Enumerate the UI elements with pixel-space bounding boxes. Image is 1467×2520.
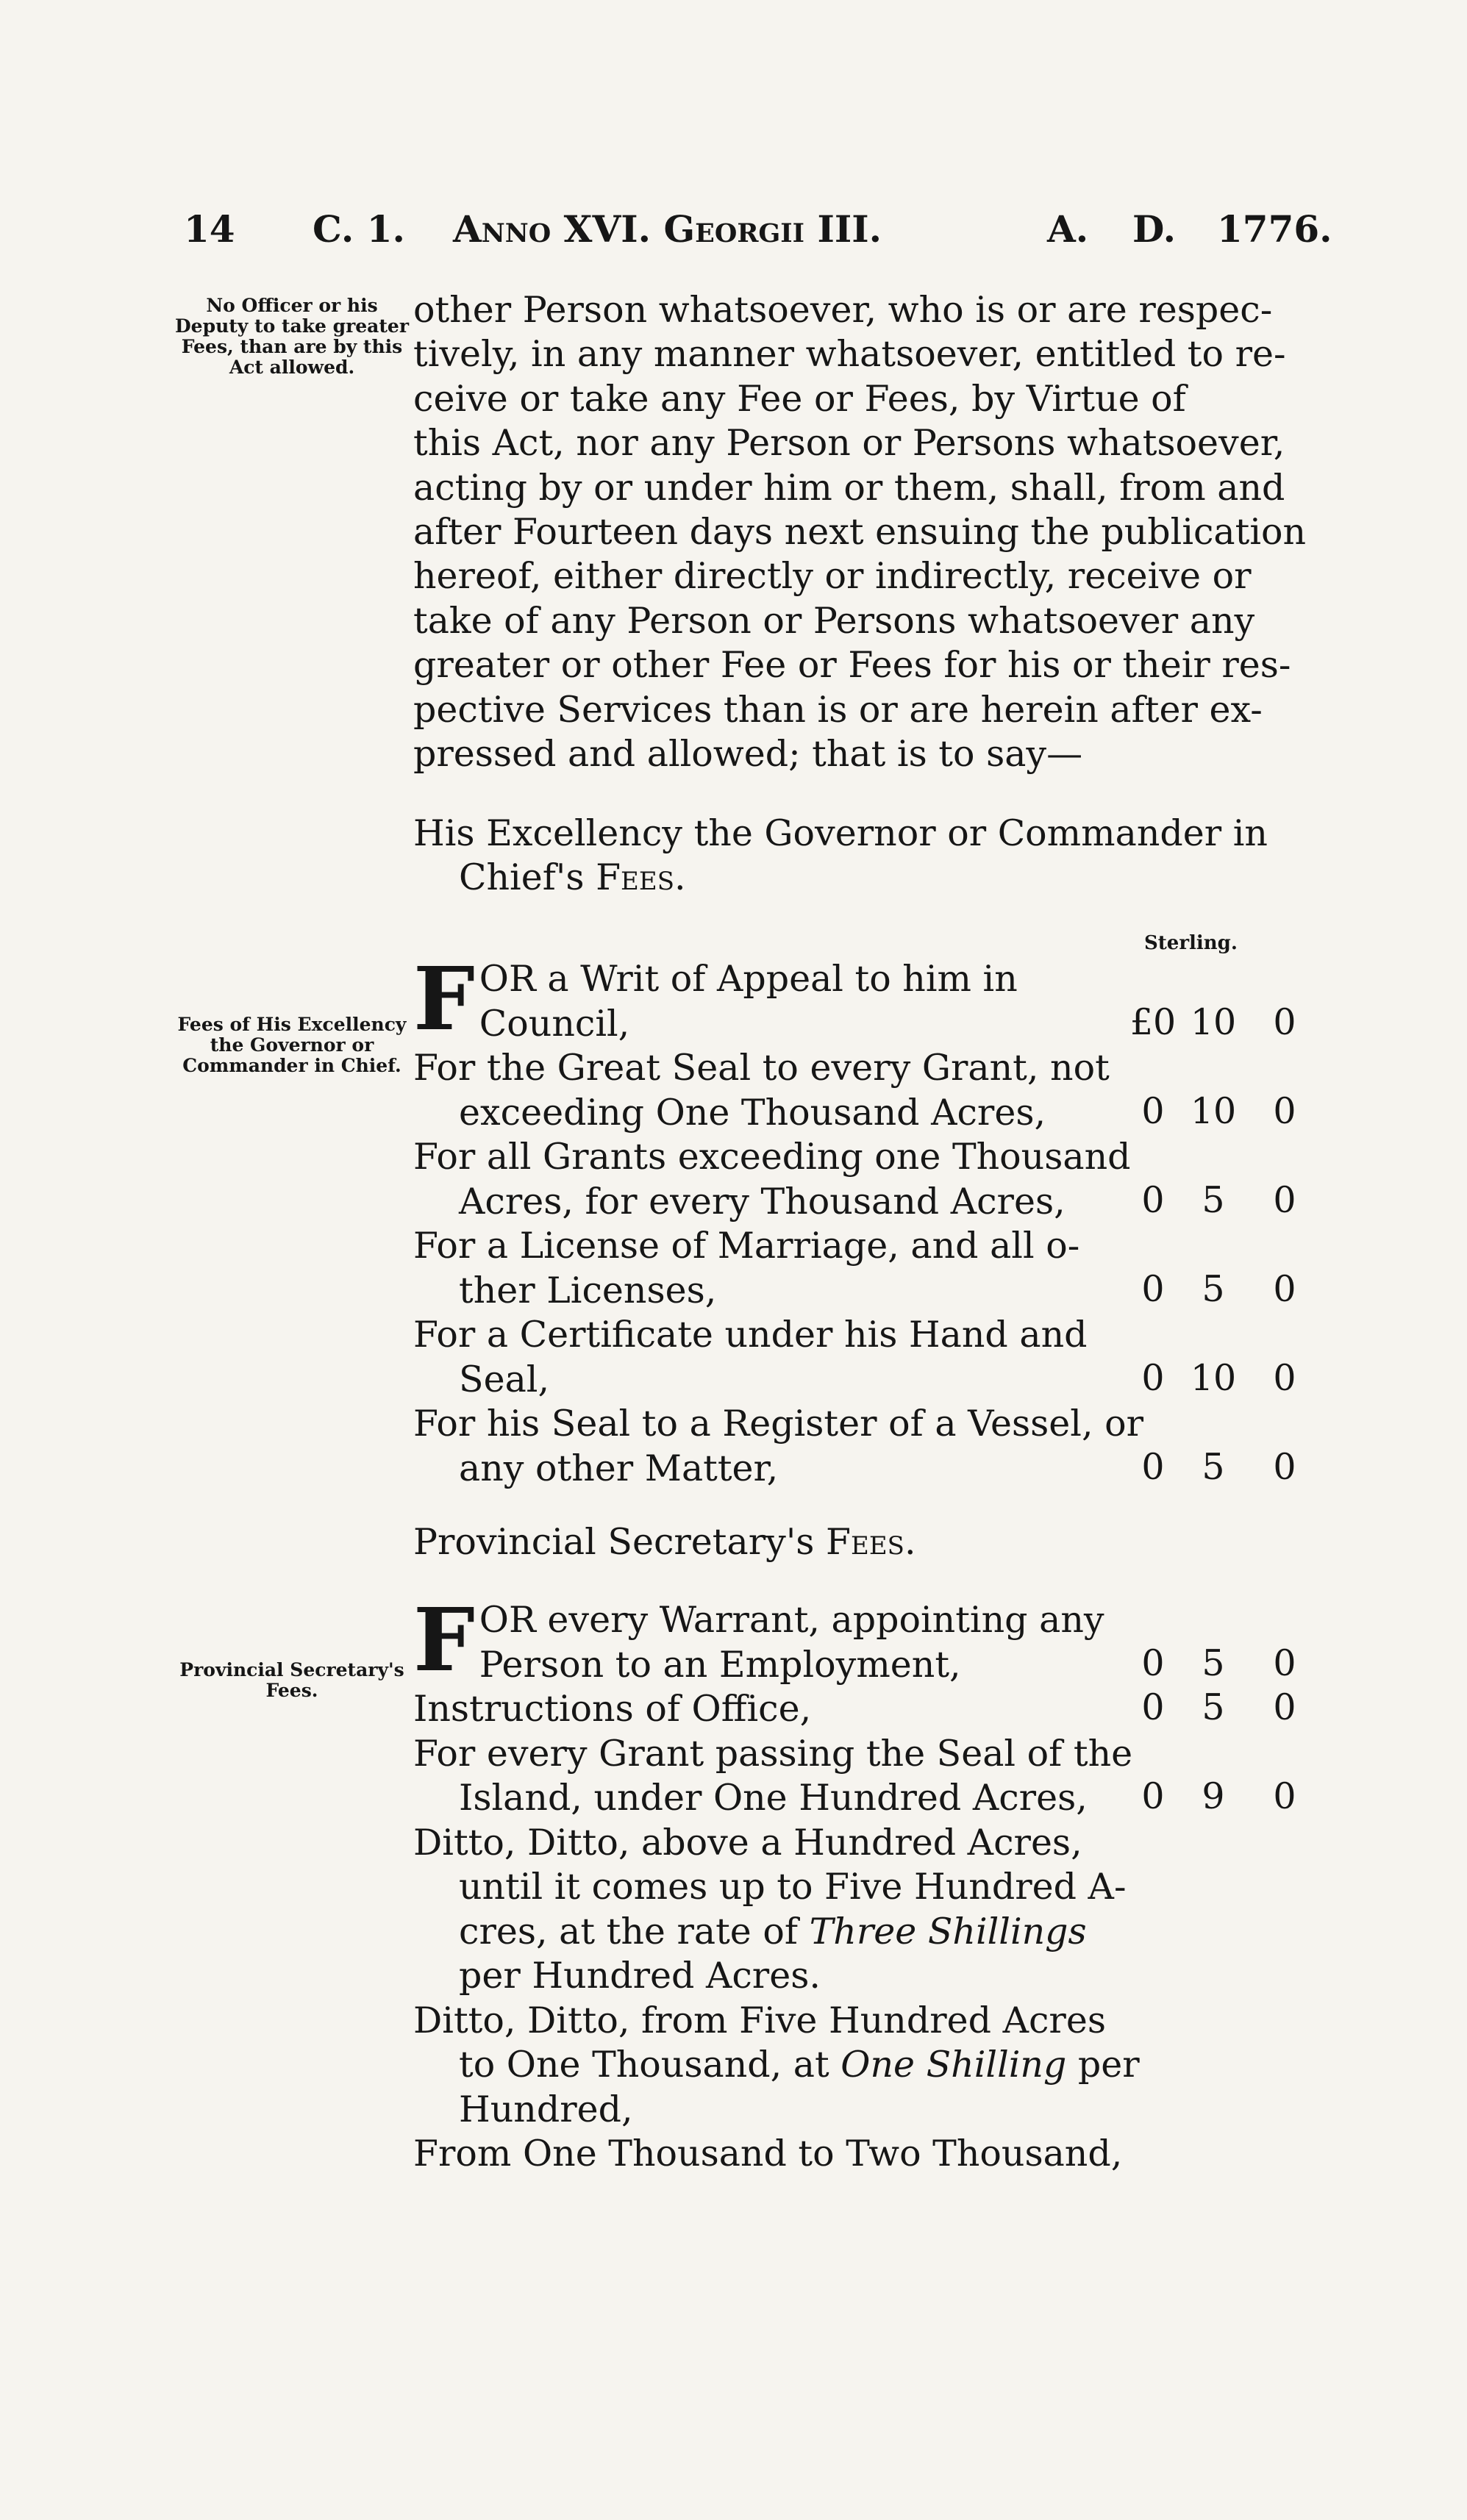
- fee-pounds: 0: [1141, 1178, 1165, 1221]
- fee-desc-start: Ditto, Ditto, from Five Hundred Acres to One Thousand, at: [413, 1999, 1106, 2086]
- fee-row: [413, 1589, 1325, 1691]
- text-line: ceive or take any Fee or Fees, by Virtue of: [413, 377, 1186, 420]
- fee-description: [413, 1821, 1150, 1999]
- fee-row: [413, 1402, 1325, 1491]
- fee-row: [413, 1313, 1325, 1402]
- text-line: tively, in any manner whatsoever, entitled to re-: [413, 333, 1286, 376]
- fee-pence: 0: [1273, 1001, 1296, 1043]
- page-number: 14: [184, 207, 235, 251]
- fee-pounds: 0: [1141, 1775, 1165, 1817]
- fee-amount: [1125, 1356, 1324, 1401]
- fee-shillings: 5: [1202, 1642, 1225, 1684]
- fee-amount: [1125, 1445, 1324, 1490]
- fee-desc-end: per Hundred,: [459, 2044, 1140, 2130]
- text-line: this Act, nor any Person or Persons whatsoever,: [413, 422, 1285, 465]
- governor-fees-heading: [413, 812, 1363, 900]
- governor-heading-fees: Fees.: [596, 856, 686, 898]
- governor-fee-table: [413, 948, 1325, 1491]
- fee-pounds: 0: [1141, 1642, 1165, 1684]
- fee-description: FOR a Writ of Appeal to him in Council,: [413, 948, 1018, 1050]
- text-line: acting by or under him or them, shall, from and: [413, 466, 1285, 509]
- fee-row: [413, 948, 1325, 1050]
- fee-description: For the Great Seal to every Grant, not exceeding One Thousand Acres,: [413, 1047, 1110, 1134]
- act-title-text: Anno XVI. Georgii III.: [453, 207, 882, 251]
- secretary-fee-table: [413, 1589, 1325, 2177]
- text-line: hereof, either directly or indirectly, receive or: [413, 555, 1252, 598]
- chapter-number: C. 1.: [313, 207, 405, 251]
- fee-pence: 0: [1273, 1445, 1296, 1488]
- fee-description: [413, 1999, 1150, 2133]
- text-line: pressed and allowed; that is to say—: [413, 733, 1083, 776]
- margin-note-governor-fees: Fees of His Excellency the Governor or Commander in Chief.: [177, 1014, 407, 1076]
- fee-row: [413, 1135, 1325, 1224]
- ad-label: A.: [1047, 207, 1089, 251]
- fee-description: From One Thousand to Two Thousand,: [413, 2133, 1123, 2174]
- fee-shillings: 5: [1202, 1267, 1225, 1310]
- year: 1776.: [1217, 207, 1332, 251]
- fee-shillings: 10: [1190, 1001, 1237, 1043]
- fee-shillings: 9: [1202, 1775, 1225, 1817]
- fee-row: [413, 1999, 1325, 2133]
- text-line: take of any Person or Persons whatsoever any: [413, 599, 1255, 642]
- fee-pence: 0: [1273, 1686, 1296, 1728]
- fee-pounds: £0: [1129, 1001, 1177, 1043]
- fee-pence: 0: [1273, 1356, 1296, 1399]
- fee-amount: [1125, 1775, 1324, 1819]
- fee-shillings: 5: [1202, 1686, 1225, 1728]
- fee-pounds: 0: [1141, 1356, 1165, 1399]
- fee-row: [413, 1821, 1325, 1999]
- fee-amount: [1125, 1642, 1324, 1686]
- fee-description: For a License of Marriage, and all o-ther Licenses,: [413, 1225, 1080, 1311]
- secretary-heading-fees: Fees.: [826, 1521, 916, 1563]
- fee-pounds: 0: [1141, 1267, 1165, 1310]
- text-line: after Fourteen days next ensuing the publication: [413, 511, 1307, 554]
- text-line: other Person whatsoever, who is or are respec-: [413, 289, 1273, 331]
- fee-row: [413, 1046, 1325, 1135]
- opening-paragraph: [413, 288, 1325, 776]
- fee-pounds: 0: [1141, 1089, 1165, 1132]
- secretary-heading-main: Provincial Secretary's: [413, 1521, 815, 1563]
- fee-pence: 0: [1273, 1089, 1296, 1132]
- fee-pounds: 0: [1141, 1445, 1165, 1488]
- fee-description: For all Grants exceeding one Thousand Acres, for every Thousand Acres,: [413, 1136, 1131, 1223]
- fee-row: [413, 1224, 1325, 1313]
- fee-amount: [1125, 1001, 1324, 1045]
- fee-shillings: 10: [1190, 1356, 1237, 1399]
- sterling-label: Sterling.: [1144, 932, 1238, 954]
- fee-shillings: 5: [1202, 1445, 1225, 1488]
- fee-pence: 0: [1273, 1267, 1296, 1310]
- fee-row: [413, 1687, 1325, 1732]
- text-line: pective Services than is or are herein after ex-: [413, 688, 1263, 731]
- fee-desc-end: per Hundred Acres.: [459, 1955, 821, 1997]
- fee-amount: [1125, 1089, 1324, 1134]
- d-label: D.: [1132, 207, 1176, 251]
- fee-pence: 0: [1273, 1775, 1296, 1817]
- fee-description: For every Grant passing the Seal of the Island, under One Hundred Acres,: [413, 1732, 1133, 1819]
- fee-pence: 0: [1273, 1642, 1296, 1684]
- fee-desc-italic: Three Shillings: [809, 1910, 1087, 1952]
- fee-row: [413, 1732, 1325, 1821]
- act-title: [453, 207, 882, 251]
- fee-amount: [1125, 1267, 1324, 1312]
- margin-note-no-officer: No Officer or his Deputy to take greater Fees, than are by this Act allowed.: [175, 295, 410, 378]
- running-head: [184, 207, 1332, 259]
- secretary-fees-heading: [413, 1520, 1363, 1564]
- margin-note-secretary-fees: Provincial Secretary's Fees.: [179, 1659, 404, 1701]
- fee-pence: 0: [1273, 1178, 1296, 1221]
- governor-heading-main: His Excellency the Governor or Commander in Chief's: [413, 812, 1268, 898]
- fee-description: For his Seal to a Register of a Vessel, or any other Matter,: [413, 1403, 1144, 1489]
- fee-pounds: 0: [1141, 1686, 1165, 1728]
- fee-description: Instructions of Office,: [413, 1688, 812, 1730]
- fee-amount: [1125, 1178, 1324, 1223]
- fee-shillings: 5: [1202, 1178, 1225, 1221]
- text-line: greater or other Fee or Fees for his or their res-: [413, 644, 1291, 687]
- fee-amount: [1125, 1686, 1324, 1730]
- fee-description: For a Certificate under his Hand and Seal,: [413, 1314, 1088, 1400]
- fee-desc-italic: One Shilling: [840, 2044, 1067, 2086]
- fee-description: FOR every Warrant, appointing any Person to an Employment,: [413, 1589, 1104, 1691]
- fee-shillings: 10: [1190, 1089, 1237, 1132]
- fee-desc-start: Ditto, Ditto, above a Hundred Acres, until it comes up to Five Hundred A-cres, at the rate of: [413, 1821, 1127, 1952]
- fee-row: [413, 2132, 1325, 2177]
